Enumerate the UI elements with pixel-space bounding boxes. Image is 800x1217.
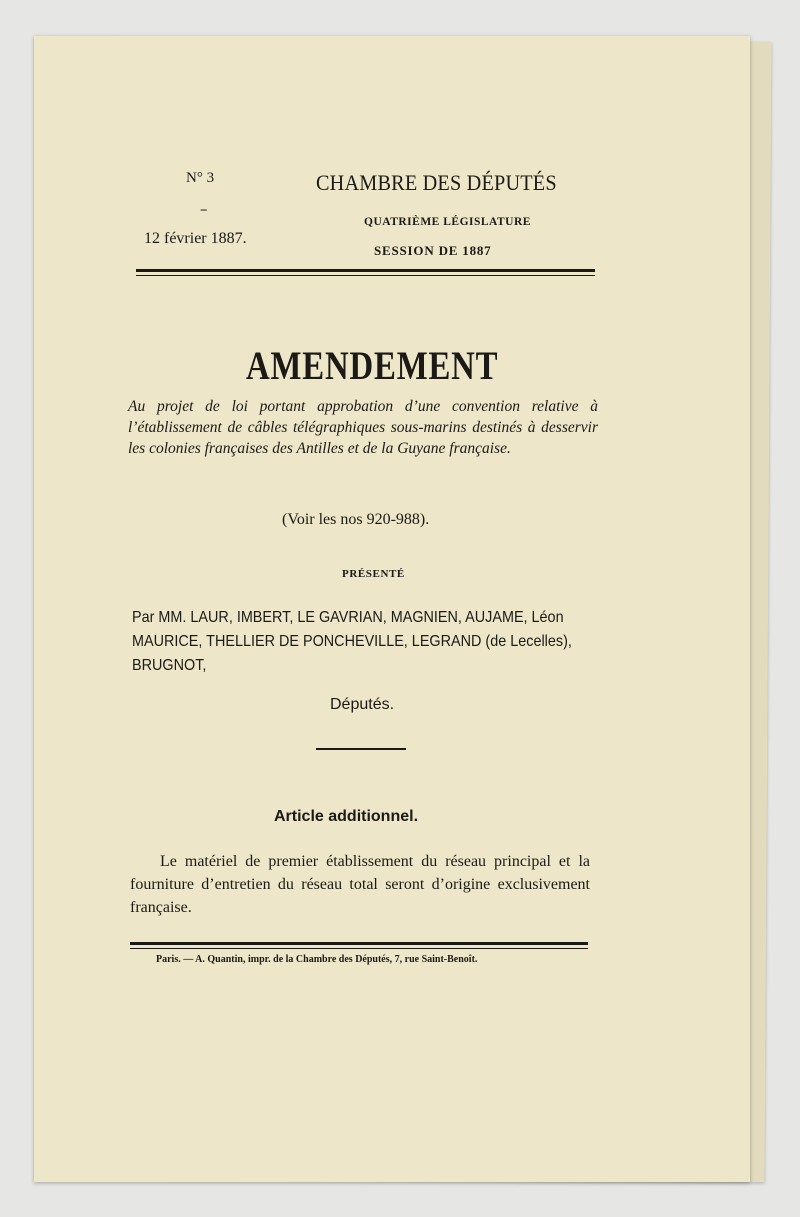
footer-rule-thick xyxy=(130,942,588,945)
section-divider xyxy=(316,748,406,750)
header-rule-thick xyxy=(136,269,595,272)
document-number: N° 3 xyxy=(186,170,215,186)
document-date: 12 février 1887. xyxy=(144,230,247,247)
presente-label: PRÉSENTÉ xyxy=(342,568,405,580)
header-rule-thin xyxy=(136,275,595,276)
session-line: SESSION DE 1887 xyxy=(374,243,492,258)
legislature-line: QUATRIÈME LÉGISLATURE xyxy=(364,216,531,228)
deputes-label: Députés. xyxy=(330,696,395,713)
authors-paragraph: Par MM. LAUR, IMBERT, LE GAVRIAN, MAGNIEN, AUJAME, Léon MAURICE, THELLIER DE PONCHEVILLE, LEGRAND (de Lecelles), BRUGNOT, xyxy=(132,609,572,674)
article-text: Le matériel de premier établissement du réseau principal et la fourniture d’entretien du réseau total seront d’origine exclusivement française. xyxy=(130,853,590,916)
chamber-heading: CHAMBRE DES DÉPUTÉS xyxy=(316,170,557,195)
header-dash: – xyxy=(200,200,208,218)
document-page xyxy=(34,36,750,1182)
imprint-line: Paris. — A. Quantin, impr. de la Chambre des Députés, 7, rue Saint-Benoît. xyxy=(156,954,478,965)
intro-paragraph: Au projet de loi portant approbation d’une convention relative à l’établissement de câbles télégraphiques sous-marins destinés à desservir les colonies françaises des Antilles et de la Guyane française. xyxy=(128,398,598,457)
article-title: Article additionnel. xyxy=(274,808,419,825)
page-title: AMENDEMENT xyxy=(246,343,499,388)
reference-line: (Voir les nos 920-988). xyxy=(282,511,430,528)
footer-rule-thin xyxy=(130,948,588,949)
